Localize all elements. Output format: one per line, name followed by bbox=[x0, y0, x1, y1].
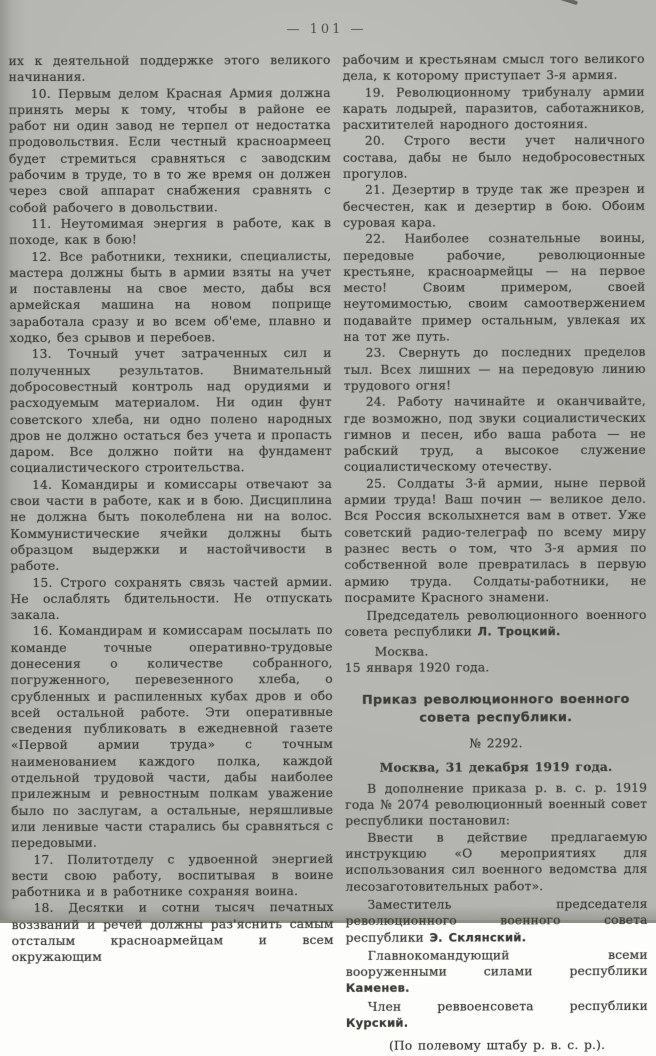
order-paragraph-2: Ввести в действие предлагаемую инструкцию «О мероприятиях для использования сил военного ведомства для лесозаготовительных работ». bbox=[345, 829, 648, 894]
paragraph-item-22: 22. Наиболее сознательные воины, передовые рабочие, революционные крестьяне, красноармейцы — на первое место! Своим примером, своей неутомимостью, своим самоотвержением подавайте пример остальным, увлекая их на тот же путь. bbox=[343, 231, 646, 344]
paragraph-item-17: 17. Политотделу с удвоенной энергией вести свою работу, воспитывая в воине работника и в работнике сохраняя воина. bbox=[11, 851, 334, 900]
paragraph-item-13: 13. Точный учет затраченных сил и полученных результатов. Внимательный добросовестный контроль над орудиями и расходуемым материалом. Ни один фунт советского хлеба, ни одно полено народных дров не должно остаться без учета и пропасть даром. Все должно пойти на фундамент социалистического строительства. bbox=[9, 346, 332, 476]
signature-title: Член реввоенсовета республики bbox=[367, 998, 648, 1014]
date-line: 15 января 1920 года. bbox=[344, 660, 490, 675]
signature-title: Председатель революционного военного совета республики bbox=[344, 607, 647, 640]
paragraph-item-21: 21. Дезертир в труде так же презрен и бесчестен, как и дезертир в бою. Обоим суровая кара. bbox=[343, 182, 646, 230]
order-number: № 2292. bbox=[469, 736, 523, 751]
paragraph-item-24: 24. Работу начинайте и оканчивайте, где возможно, под звуки социалистических гимнов и песен, ибо ваша работа — не рабский труд, а высокое служение социалистическому отечеству. bbox=[343, 394, 646, 475]
place-line: Москва. bbox=[374, 644, 429, 659]
left-column bbox=[9, 52, 334, 966]
page-number: — 101 — bbox=[286, 21, 367, 38]
paragraph-item-12: 12. Все работники, техники, специалисты, мастера должны быть в армии взяты на учет и поставлены на свое место, дабы вся армейская машина на новом поприще заработала сразу и во всем об'еме, плавно и ходко, без срывов и перебоев. bbox=[9, 248, 332, 346]
signature-title: Заместитель председателя революционного военного совета республики bbox=[345, 896, 648, 945]
paragraph-item-15: 15. Строго сохранять связь частей армии. Не ослаблять бдительности. Не отпускать закала. bbox=[10, 574, 333, 623]
paragraph-item-11: 11. Неутомимая энергия в работе, как в походе, как в бою! bbox=[9, 215, 332, 248]
signature-name: Курский. bbox=[345, 1015, 409, 1030]
paragraph-item-20: 20. Строго вести учет наличного состава, дабы не было недобросовестных прогулов. bbox=[342, 133, 645, 182]
signature-sklyansky bbox=[346, 896, 648, 946]
paragraph-continuation: рабочим и крестьянам смысл того великого дела, к которому приступает 3-я армия. bbox=[342, 51, 645, 84]
order-footnote: (По полевому штабу р. в. с. р.). bbox=[388, 1038, 606, 1054]
signature-name: Л. Троцкий. bbox=[477, 624, 561, 639]
order-body bbox=[345, 780, 648, 1055]
paragraph-continuation: их к деятельной поддержке этого великого начинания. bbox=[8, 52, 331, 85]
paragraph-item-19: 19. Революционному трибуналу армии карать лодырей, паразитов, саботажников, расхитителей народного достояния. bbox=[342, 84, 645, 133]
paragraph-item-18: 18. Десятки и сотни тысяч печатных воззваний и речей должны раз'яснить самым отсталым красноармейцам и всем окружающим bbox=[11, 900, 334, 965]
paragraph-item-23: 23. Свернуть до последних пределов тыл. Всех лишних — на передовую линию трудового огня! bbox=[343, 345, 646, 393]
signature-kursky bbox=[346, 998, 648, 1032]
signature-trotsky bbox=[345, 607, 647, 641]
signature-name: Каменев. bbox=[345, 981, 410, 996]
paragraph-item-25: 25. Солдаты 3-й армии, ныне первой армии труда! Ваш почин — великое дело. Вся Россия всколыхнется вам в ответ. Уже советский радио-телеграф по всему миру разнес весть о том, что 3-я армия по собственной воле превратилась в первую армию труда. Солдаты-работники, не посрамите Красного знамени. bbox=[344, 475, 647, 605]
paragraph-item-14: 14. Командиры и комиссары отвечают за свои части в работе, как и в бою. Дисциплина не должна быть поколеблена ни на волос. Коммунистические ячейки должны быть образцом выдержки и настойчивости в работе. bbox=[10, 476, 333, 574]
paragraph-item-10: 10. Первым делом Красная Армия должна принять меры к тому, чтобы в районе ее работ ни один завод не терпел от недостатка продовольствия. Если честный красноармеец будет стремиться сравняться с заводским рабочим в труде, то в то же время он должен через свой аппарат снабжения сравнять с собой рабочего в довольствии. bbox=[8, 85, 332, 215]
right-column bbox=[343, 51, 648, 1055]
paragraph-item-16: 16. Командирам и комиссарам посылать по команде точные оперативно-трудовые донесения о количестве собранного, погруженного, перевезенного хлеба, о срубленных и распиленных кубах дров и обо всей остальной работе. Эти оперативные сведения публиковать в ежедневной газете «Первой армии труда» с точным наименованием каждого полка, каждой отдельной трудовой части, дабы наиболее прилежным и ревностным полкам уважение было по заслугам, а остальные, неряшливые или ленивые части старались бы сравняться с передовыми. bbox=[10, 623, 334, 851]
signature-kamenev bbox=[346, 947, 648, 997]
order-heading: Приказ революционного военного совета республики. bbox=[361, 692, 630, 726]
signature-name: Э. Склянский. bbox=[429, 929, 527, 945]
order-dateline: Москва, 31 декабря 1919 года. bbox=[379, 758, 613, 775]
signature-title: Главнокомандующий всеми вооруженными силами республики bbox=[345, 947, 648, 980]
order-paragraph-1: В дополнение приказа р. в. с. р. 1919 года № 2074 революционный военный совет республики постановил: bbox=[345, 780, 648, 829]
